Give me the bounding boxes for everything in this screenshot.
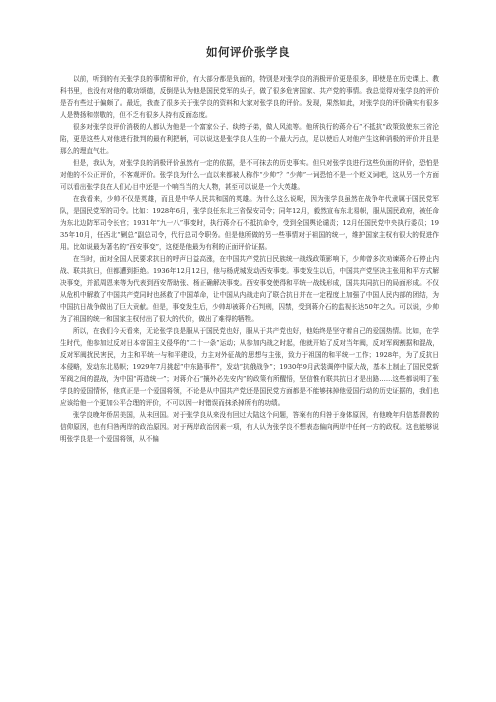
paragraph-1: 以前，听到的有关张学良的事情和评价，有大部分都是负面的，特别是对张学良的消极评价更是很多，即使是在历史课上、教科书里，也没有对他的歌功颂德，反倒是认为他是国民党军的头子，做了很多危害国家、共产党的事情。我总觉得对张学良的评价是否有些过于偏颇了。最近，我查了很多关于张学良的资料和大家对张学良的评价。发现，果然如此，对张学良的评价确实有很多人是赞扬和崇敬的，但不乏有很多人持有反面态度。 [60, 75, 439, 119]
document-body [60, 73, 439, 698]
paragraph-6: 所以，在我们今天看来，无论张学良是服从于国民党也好，服从于共产党也好，他始终是坚守着自己的爱国热情。比如，在学生时代，他参加过反对日本帝国主义侵华的“二十一条”运动；从参加内战之时起，他就开始了反对当年阀，反对军阀割据和混战，反对军阀扰民害民，力主和平统一与和平建设，力主对外征战的思想与主张，致力于祖国的和平统一工作；1928年，为了反抗日本侵略，发动东北易帜；1929年7月挑起“中东路事件”，发动“抗俄战争”；1930年9月武装调停中原大战，基本上制止了国民党新军阀之间的混战，为中国“再造统一”；对蒋介石“攘外必先安内”的政策有所醒悟，坚信惟有联共抗日才是出路……这些都说明了张学良的爱国情怀，他真正是一个爱国将领，不论是从中国共产党还是国民党方面都是不能够抹掉他爱国行动的历史证据的，我们也应该给他一个更加公平合理的评价，不可以因一时错误而抹杀掉所有的功绩。 [60, 327, 439, 407]
paragraph-2: 很多对张学良评价消极的人都认为他是一个富家公子、纨绔子弟，做人风流等。他所执行的蒋介石“不抵抗”政策致使东三省沦陷，更是这些人对他进行批判的最有利把柄，可以说这是张学良人生的一个最大污点，足以使后人对他产生这种消极的评价并且是那么的理直气壮。 [60, 123, 439, 155]
paragraph-7: 张学良晚年侨居美国，从未回国。对于张学良从来没有回过大陆这个问题，答案有的归咎于身体原因，有他晚年归信基督教的信仰原因，也有归咎两岸的政治原因。对于两岸政治因素一项，有人认为张学良不想表态偏向两岸中任何一方的政权。这也能够说明张学良是一个爱国将领，从不偏 [60, 411, 439, 443]
document-title: 如何评价张学良 [206, 45, 290, 59]
paragraph-5: 在当时，面对全国人民要求抗日的呼声日益高涨，在中国共产党抗日民族统一战线政策影响下，少帅曾多次劝谏蒋介石停止内战、联共抗日，但都遭到拒绝。1936年12月12日，他与杨虎城发动西安事变。事变发生以后，中国共产党坚决主张用和平方式解决事变，并派周恩来等为代表到西安帮助张、杨正确解决事变。西安事变使得和平统一战线形成，国共共同抗日的局面形成。不仅从危机中解救了中国共产党同时也拯救了中国革命，让中国从内战走向了联合抗日并在一定程度上加强了中国人民内部的团结，为中国抗日战争做出了巨大贡献。但是，事变发生后，少帅却被蒋介石判刑，囚禁，受到蒋介石的监视长达50年之久。可以说，少帅为了祖国的统一和国家主权付出了很大的代价，做出了难得的牺牲。 [60, 255, 439, 323]
paragraph-3: 但是，我认为，对张学良的消极评价虽然有一定的依据，是不可抹去的历史事实。但只对张学良进行这些负面的评价，恐怕是对他的不公正评价，不客观评价。张学良为什么一直以来都被人称作“少帅”？“少帅”一词恐怕不是一个贬义词吧，这从另一个方面可以看出张学良在人们心目中还是一个响当当的大人物，甚至可以说是一个大英雄。 [60, 159, 439, 191]
paragraph-4: 在我看来，少帅不仅是英雄，而且是中华人民共和国的英雄。为什么这么说呢，因为张学良虽然在战争年代隶属于国民党军队，是国民党军的司令。比如：1928年6月，张学良任东北三省保安司令；同年12月，毅然宣布东北易帜，服从国民政府，被任命为东北边防军司令长官；1931年“九一八”事变时，执行蒋介石不抵抗命令，受到全国舆论谴责；12月任国民党中央执行委员；1935年10月，任西北“剿总”副总司令，代行总司令职务。但是他所做的另一些事情对于祖国的统一，维护国家主权有很大的促进作用。比如说最为著名的“西安事变”，这便是他最为有利的正面评价证据。 [60, 195, 439, 251]
